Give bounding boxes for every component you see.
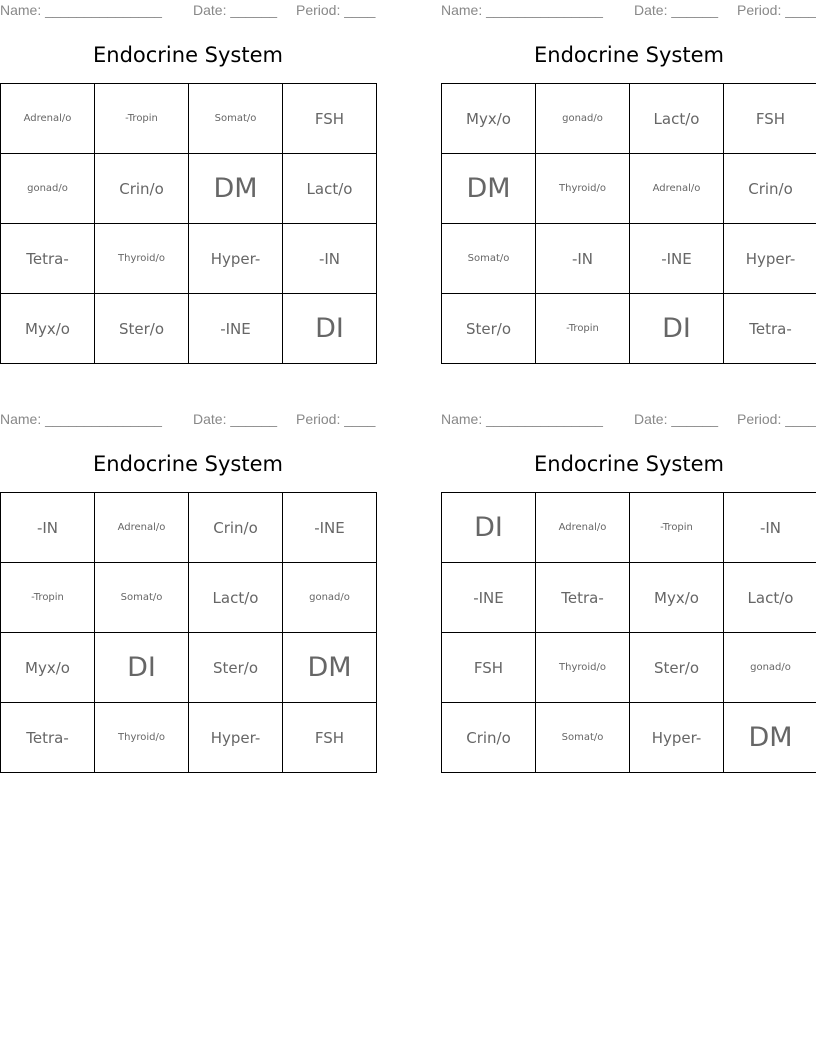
bingo-cell: Adrenal/o	[95, 493, 189, 563]
header-fields	[441, 411, 816, 429]
bingo-cell: Hyper-	[724, 224, 816, 294]
bingo-cell: Crin/o	[189, 493, 283, 563]
date-field: Date: ______	[634, 411, 719, 427]
bingo-grid	[0, 83, 377, 364]
name-field: Name: _______________	[441, 411, 603, 427]
bingo-cell: Somat/o	[189, 84, 283, 154]
bingo-cell: -IN	[283, 224, 377, 294]
bingo-cell: gonad/o	[1, 154, 95, 224]
date-field: Date: ______	[634, 2, 719, 18]
grid-row	[442, 563, 816, 633]
header-fields	[441, 2, 816, 20]
bingo-cell: Tetra-	[1, 224, 95, 294]
bingo-cell: DM	[442, 154, 536, 224]
bingo-cell: Lact/o	[283, 154, 377, 224]
period-field: Period: ____	[737, 2, 816, 18]
bingo-cell: FSH	[442, 633, 536, 703]
bingo-cell: Myx/o	[630, 563, 724, 633]
bingo-cell: FSH	[724, 84, 816, 154]
bingo-cell: Crin/o	[442, 703, 536, 773]
bingo-cell: -Tropin	[536, 294, 630, 364]
bingo-grid	[441, 83, 816, 364]
bingo-cell: Tetra-	[536, 563, 630, 633]
bingo-cell: FSH	[283, 84, 377, 154]
bingo-cell: Hyper-	[189, 224, 283, 294]
bingo-cell: gonad/o	[283, 563, 377, 633]
bingo-cell: Lact/o	[189, 563, 283, 633]
grid-row	[442, 294, 816, 364]
card-title: Endocrine System	[93, 452, 283, 476]
bingo-cell: DI	[442, 493, 536, 563]
bingo-cell: gonad/o	[724, 633, 816, 703]
name-field: Name: _______________	[0, 411, 162, 427]
bingo-cell: Somat/o	[536, 703, 630, 773]
grid-row	[1, 224, 377, 294]
bingo-cell: Thyroid/o	[95, 703, 189, 773]
bingo-cell: Hyper-	[630, 703, 724, 773]
bingo-cell: Somat/o	[95, 563, 189, 633]
bingo-cell: -INE	[630, 224, 724, 294]
bingo-card-1	[0, 0, 376, 374]
bingo-cell: Crin/o	[95, 154, 189, 224]
bingo-cell: Ster/o	[95, 294, 189, 364]
bingo-cell: -Tropin	[1, 563, 95, 633]
bingo-cell: Thyroid/o	[95, 224, 189, 294]
bingo-cell: Ster/o	[442, 294, 536, 364]
bingo-cell: -IN	[724, 493, 816, 563]
bingo-cell: -INE	[283, 493, 377, 563]
bingo-cell: Adrenal/o	[536, 493, 630, 563]
bingo-cell: DI	[95, 633, 189, 703]
bingo-card-4	[441, 409, 816, 783]
bingo-cell: DM	[283, 633, 377, 703]
bingo-cell: Tetra-	[1, 703, 95, 773]
grid-row	[1, 563, 377, 633]
grid-row	[1, 84, 377, 154]
bingo-cell: Ster/o	[189, 633, 283, 703]
date-field: Date: ______	[193, 411, 278, 427]
grid-row	[442, 224, 816, 294]
bingo-cell: Thyroid/o	[536, 633, 630, 703]
bingo-card-2	[441, 0, 816, 374]
grid-row	[442, 493, 816, 563]
bingo-cell: Thyroid/o	[536, 154, 630, 224]
bingo-cell: -Tropin	[630, 493, 724, 563]
grid-row	[442, 154, 816, 224]
bingo-card-3	[0, 409, 376, 783]
header-fields	[0, 411, 376, 429]
bingo-cell: Hyper-	[189, 703, 283, 773]
period-field: Period: ____	[737, 411, 816, 427]
header-fields	[0, 2, 376, 20]
grid-row	[442, 633, 816, 703]
bingo-cell: DI	[630, 294, 724, 364]
name-field: Name: _______________	[0, 2, 162, 18]
bingo-cell: Adrenal/o	[1, 84, 95, 154]
grid-row	[442, 703, 816, 773]
grid-row	[1, 703, 377, 773]
bingo-cell: DI	[283, 294, 377, 364]
bingo-cell: Ster/o	[630, 633, 724, 703]
card-title: Endocrine System	[93, 43, 283, 67]
bingo-cell: -IN	[536, 224, 630, 294]
date-field: Date: ______	[193, 2, 278, 18]
grid-row	[1, 154, 377, 224]
bingo-cell: DM	[724, 703, 816, 773]
bingo-cell: FSH	[283, 703, 377, 773]
grid-row	[1, 294, 377, 364]
bingo-cell: Myx/o	[442, 84, 536, 154]
bingo-cell: -Tropin	[95, 84, 189, 154]
bingo-cell: Crin/o	[724, 154, 816, 224]
bingo-cell: Lact/o	[630, 84, 724, 154]
bingo-cell: Lact/o	[724, 563, 816, 633]
grid-row	[1, 493, 377, 563]
bingo-cell: -INE	[442, 563, 536, 633]
card-title: Endocrine System	[534, 43, 724, 67]
bingo-cell: -INE	[189, 294, 283, 364]
period-field: Period: ____	[296, 2, 376, 18]
name-field: Name: _______________	[441, 2, 603, 18]
period-field: Period: ____	[296, 411, 376, 427]
bingo-cell: gonad/o	[536, 84, 630, 154]
bingo-cell: -IN	[1, 493, 95, 563]
bingo-cell: DM	[189, 154, 283, 224]
card-title: Endocrine System	[534, 452, 724, 476]
grid-row	[1, 633, 377, 703]
bingo-grid	[441, 492, 816, 773]
grid-row	[442, 84, 816, 154]
bingo-cell: Myx/o	[1, 633, 95, 703]
bingo-cell: Myx/o	[1, 294, 95, 364]
bingo-cell: Tetra-	[724, 294, 816, 364]
bingo-cell: Adrenal/o	[630, 154, 724, 224]
bingo-grid	[0, 492, 377, 773]
bingo-cell: Somat/o	[442, 224, 536, 294]
